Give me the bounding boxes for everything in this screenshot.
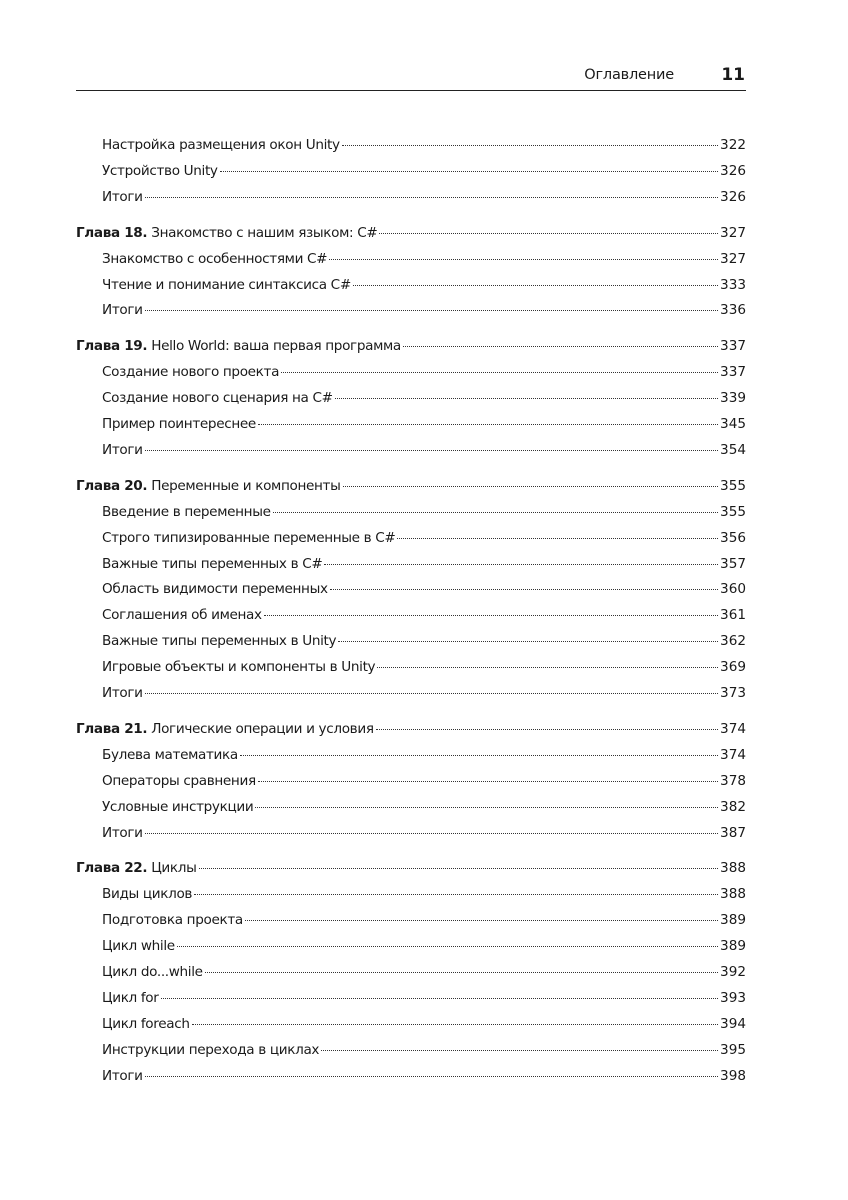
toc-entry-title: Булева математика [102, 746, 238, 763]
toc-chapter-entry [76, 719, 746, 739]
toc-entry-title: Цикл while [102, 938, 175, 955]
toc-section-entry [102, 554, 746, 574]
toc-entry-title: Знакомство с нашим языком: C# [151, 224, 378, 241]
chapter-number: Глава 19. [76, 338, 148, 355]
toc-entry-label [102, 823, 143, 843]
toc-entry-label [102, 605, 262, 625]
toc-page-number: 337 [720, 338, 746, 355]
toc-entry-title: Строго типизированные переменные в C# [102, 529, 396, 546]
toc-entry-label [102, 249, 327, 269]
toc-page-number: 388 [720, 860, 746, 877]
dot-leader [330, 589, 718, 590]
dot-leader [397, 538, 718, 539]
toc-section-entry [102, 936, 746, 956]
toc-entry-label [102, 910, 243, 930]
toc-entry-title: Знакомство с особенностями C# [102, 250, 328, 267]
toc-section-entry [102, 988, 746, 1008]
toc-page-number: 339 [720, 390, 746, 407]
toc-entry-label [102, 502, 271, 522]
toc-entry-title: Итоги [102, 302, 143, 319]
toc-page-number: 327 [720, 250, 746, 267]
toc-entry-label [102, 1040, 319, 1060]
toc-entry-title: Введение в переменные [102, 503, 271, 520]
toc-section-entry [102, 135, 746, 155]
chapter-number: Глава 18. [76, 224, 148, 241]
toc-entry-title: Пример поинтереснее [102, 416, 256, 432]
toc-entry-title: Цикл foreach [102, 1015, 190, 1032]
toc-entry-title: Условные инструкции [102, 798, 254, 815]
toc-page-number: 326 [720, 188, 746, 205]
toc-entry-label [102, 362, 279, 382]
toc-chapter-entry [76, 336, 746, 356]
toc-entry-title: Итоги [102, 685, 143, 701]
toc-entry-label [102, 275, 351, 295]
toc-entry-label [102, 440, 143, 460]
dot-leader [353, 285, 718, 286]
toc-section-entry [102, 161, 746, 181]
toc-page-number: 389 [720, 938, 746, 955]
toc-entry-title: Логические операции и условия [151, 720, 374, 737]
toc-page-number: 354 [720, 441, 746, 458]
toc-entry-label [102, 936, 175, 956]
toc-entry-label [76, 858, 197, 878]
toc-entry-title: Область видимости переменных [102, 581, 328, 598]
toc-section-entry [102, 579, 746, 599]
toc-entry-label [102, 988, 159, 1008]
toc-entry-label [102, 884, 192, 904]
dot-leader [258, 424, 718, 425]
toc-page-number: 394 [720, 1015, 746, 1032]
toc-entry-label [102, 554, 322, 574]
dot-leader [281, 372, 718, 373]
toc-page-number: 333 [720, 276, 746, 293]
toc-entry-label [76, 223, 377, 243]
dot-leader [376, 729, 718, 730]
toc-section-entry [102, 1014, 746, 1034]
toc-chapter-entry [76, 476, 746, 496]
toc-page-number: 373 [720, 685, 746, 701]
toc-page-number: 393 [720, 989, 746, 1006]
toc-section-entry [102, 771, 746, 791]
toc-entry-title: Виды циклов [102, 886, 193, 903]
toc-page-number: 388 [720, 886, 746, 903]
toc-section-entry [102, 823, 746, 843]
dot-leader [245, 920, 718, 921]
toc-page-number: 345 [720, 416, 746, 432]
chapter-number: Глава 21. [76, 720, 148, 737]
dot-leader [145, 310, 718, 311]
toc-entry-title: Устройство Unity [102, 162, 218, 179]
toc-entry-label [102, 683, 143, 703]
toc-section-entry [102, 362, 746, 382]
dot-leader [377, 667, 718, 668]
dot-leader [177, 946, 718, 947]
running-header [76, 64, 746, 91]
toc-page-number: 398 [720, 1067, 746, 1084]
toc-section-entry [102, 300, 746, 320]
toc-section-entry [102, 631, 746, 651]
toc-section-entry [102, 797, 746, 817]
dot-leader [329, 259, 718, 260]
toc-page-number: 369 [720, 659, 746, 676]
toc-entry-title: Цикл do...while [102, 964, 203, 980]
dot-leader [205, 972, 718, 973]
dot-leader [145, 1076, 718, 1077]
toc-page-number: 374 [720, 720, 746, 737]
toc-entry-label [102, 187, 143, 207]
toc-section-entry [102, 187, 746, 207]
toc-entry-title: Создание нового сценария на C# [102, 390, 333, 407]
toc-page-number: 357 [720, 555, 746, 572]
dot-leader [273, 512, 718, 513]
toc-entry-label [102, 745, 238, 765]
dot-leader [379, 233, 718, 234]
toc-entry-title: Цикл for [102, 989, 159, 1006]
toc-page-number: 322 [720, 137, 746, 153]
dot-leader [335, 398, 718, 399]
toc-entry-label [76, 336, 401, 356]
toc-page-number: 395 [720, 1041, 746, 1058]
toc-entry-label [102, 528, 395, 548]
toc-entry-label [102, 135, 340, 155]
toc-entry-label [102, 300, 143, 320]
toc-page-number: 326 [720, 162, 746, 179]
chapter-number: Глава 20. [76, 477, 148, 494]
toc-page-number: 374 [720, 746, 746, 763]
toc-page-number: 356 [720, 529, 746, 546]
dot-leader [192, 1024, 718, 1025]
header-page-number: 11 [721, 65, 745, 85]
toc-page-number: 360 [720, 581, 746, 598]
toc-section-entry [102, 388, 746, 408]
toc-entry-label [102, 1066, 143, 1086]
toc-entry-label [76, 476, 341, 496]
toc-entry-title: Важные типы переменных в Unity [102, 633, 337, 650]
dot-leader [161, 998, 719, 999]
toc-entry-title: Итоги [102, 188, 143, 205]
toc-section-entry [102, 528, 746, 548]
toc-entry-title: Чтение и понимание синтаксиса C# [102, 276, 351, 293]
dot-leader [194, 894, 718, 895]
toc-entry-title: Циклы [151, 860, 197, 877]
toc-entry-label [102, 962, 203, 982]
dot-leader [145, 833, 718, 834]
toc-entry-title: Важные типы переменных в C# [102, 555, 323, 572]
toc-page-number: 378 [720, 772, 746, 789]
toc-page-number: 387 [720, 824, 746, 841]
toc-section-entry [102, 745, 746, 765]
toc-page-number: 392 [720, 964, 746, 980]
toc-entry-label [102, 579, 328, 599]
dot-leader [324, 564, 718, 565]
dot-leader [264, 615, 718, 616]
toc-entry-title: Создание нового проекта [102, 364, 280, 381]
toc-entry-label [102, 388, 333, 408]
dot-leader [343, 486, 719, 487]
toc-entry-title: Настройка размещения окон Unity [102, 137, 340, 153]
dot-leader [403, 346, 718, 347]
toc-section-entry [102, 884, 746, 904]
toc-entry-title: Hello World: ваша первая программа [151, 338, 401, 355]
toc-page-number: 361 [720, 607, 746, 624]
dot-leader [255, 807, 718, 808]
toc-page-number: 362 [720, 633, 746, 650]
toc-section-entry [102, 414, 746, 434]
toc-entry-title: Инструкции перехода в циклах [102, 1041, 320, 1058]
toc-section-entry [102, 683, 746, 703]
toc-page-number: 355 [720, 477, 746, 494]
toc-page-number: 336 [720, 302, 746, 319]
toc-section-entry [102, 657, 746, 677]
dot-leader [145, 693, 718, 694]
dot-leader [342, 145, 718, 146]
toc-section-entry [102, 249, 746, 269]
toc-entry-label [102, 414, 256, 434]
dot-leader [145, 450, 718, 451]
toc-entry-label [102, 631, 336, 651]
toc-section-entry [102, 605, 746, 625]
toc-section-entry [102, 275, 746, 295]
toc-entry-label [76, 719, 374, 739]
dot-leader [321, 1050, 718, 1051]
toc-entry-title: Переменные и компоненты [151, 477, 341, 494]
toc-entry-title: Итоги [102, 824, 143, 841]
toc-entry-title: Итоги [102, 1067, 143, 1084]
chapter-number: Глава 22. [76, 860, 148, 877]
toc-section-entry [102, 440, 746, 460]
toc-section-entry [102, 910, 746, 930]
dot-leader [338, 641, 718, 642]
toc-page-number: 327 [720, 224, 746, 241]
toc-chapter-entry [76, 223, 746, 243]
toc-entry-label [102, 657, 375, 677]
toc-entry-label [102, 797, 253, 817]
dot-leader [240, 755, 718, 756]
dot-leader [258, 781, 718, 782]
toc-page-number: 355 [720, 503, 746, 520]
toc-page-number: 389 [720, 912, 746, 929]
toc-section-entry [102, 1066, 746, 1086]
header-title: Оглавление [584, 67, 674, 83]
toc-entry-label [102, 771, 256, 791]
dot-leader [199, 868, 719, 869]
toc-entry-label [102, 1014, 190, 1034]
dot-leader [145, 197, 718, 198]
toc-section-entry [102, 1040, 746, 1060]
toc-page-number: 337 [720, 364, 746, 381]
toc-entry-title: Соглашения об именах [102, 607, 262, 624]
toc-entry-title: Итоги [102, 441, 143, 458]
toc-entry-label [102, 161, 218, 181]
toc-section-entry [102, 962, 746, 982]
toc-chapter-entry [76, 858, 746, 878]
toc-entry-title: Игровые объекты и компоненты в Unity [102, 659, 376, 676]
toc-entry-title: Операторы сравнения [102, 772, 256, 789]
toc-section-entry [102, 502, 746, 522]
toc-page-number: 382 [720, 798, 746, 815]
toc-entry-title: Подготовка проекта [102, 912, 243, 929]
dot-leader [220, 171, 718, 172]
